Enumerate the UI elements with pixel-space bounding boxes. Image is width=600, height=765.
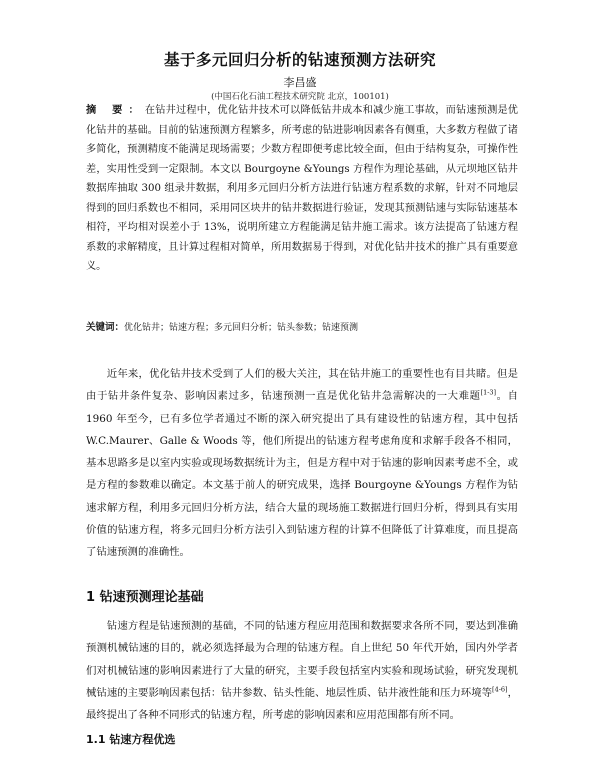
abstract-text: 在钻井过程中，优化钻井技术可以降低钻井成本和减少施工事故，而钻速预测是优化钻井的基础。目前的钻速预测方程繁多，所考虑的钻进影响因素各有侧重，大多数方程做了诸多简化，预测精度不能满足现场需要；少数方程即便考虑比较全面，但由于结构复杂，可操作性差，实用性受到一定限制。本文以 Bourgoyne &Youngs 方程作为理论基础，从元坝地区钻井数据库抽取 300 组录井数据，利用多元回归分析方法进行钻速方程系数的求解，针对不同地层得到的回归系数也不相同，采用同区块井的钻井数据进行验证，发现其预测钻速与实际钻速基本相符，平均相对误差小于 13%，说明所建立方程能满足钻井施工需求。该方法提高了钻速方程系数的求解精度，且计算过程相对简单，所用数据易于得到，对优化钻井技术的推广具有重要意义。 [86, 105, 518, 272]
paper-title: 基于多元回归分析的钻速预测方法研究 [163, 51, 436, 69]
section-1-citation: [4-6] [492, 685, 508, 694]
intro-citation: [1-3] [480, 388, 497, 397]
keywords-label: 关键词： [86, 322, 125, 333]
keywords-block [86, 319, 518, 333]
intro-text-a: 近年来，优化钻井技术受到了人们的极大关注，其在钻井施工的重要性也有目共睹。但是由于钻井条件复杂、影响因素过多，钻速预测一直是优化钻井急需解决的一大难题 [86, 368, 518, 403]
intro-paragraph [86, 363, 518, 564]
section-1-paragraph [86, 615, 518, 726]
section-1-1-heading: 1.1 钻速方程优选 [86, 733, 176, 746]
intro-text-b: 。自 1960 年至今，已有多位学者通过不断的深入研究提出了具有建设性的钻速方程，其中包括 W.C.Maurer、Galle & Woods 等，他们所提出的钻速方程考虑角度和求解手段各不相同，基本思路多是以室内实验或现场数据统计为主，但是方程中对于钻速的影响因素考虑不全，或是方程的参数难以确定。本文基于前人的研究成果，选择 Bourgoyne &Youngs 方程作为钻速求解方程，利用多元回归分析方法，结合大量的现场施工数据进行回归分析，得到具有实用价值的钻速方程，将多元回归分析方法引入到钻速方程的计算不但降低了计算难度，而且提高了钻速预测的准确性。 [86, 390, 518, 559]
section-1-text-a: 钻速方程是钻速预测的基础，不同的钻速方程应用范围和数据要求各所不同，要达到准确预测机械钻速的目的，就必须选择最为合理的钻速方程。自上世纪 50 年代开始，国内外学者们对机械钻速的影响因素进行了大量的研究，主要手段包括室内实验和现场试验，研究发现机械钻速的主要影响因素包括：钻井参数、钻头性能、地层性质、钻井液性能和压力环境等 [86, 620, 518, 699]
abstract-block [86, 101, 518, 277]
abstract-label: 摘 要： [86, 105, 145, 116]
section-1-text-b: ，最终提出了各种不同形式的钻速方程，所考虑的影响因素和应用范围都有所不同。 [86, 686, 519, 722]
author-name: 李昌盛 [283, 76, 317, 89]
keywords-text: 优化钻井；钻速方程；多元回归分析；钻头参数；钻速预测 [124, 323, 359, 333]
section-1-heading: 1 钻速预测理论基础 [86, 590, 204, 605]
author-affiliation: (中国石化石油工程技术研究院 北京，100101) [211, 92, 389, 102]
